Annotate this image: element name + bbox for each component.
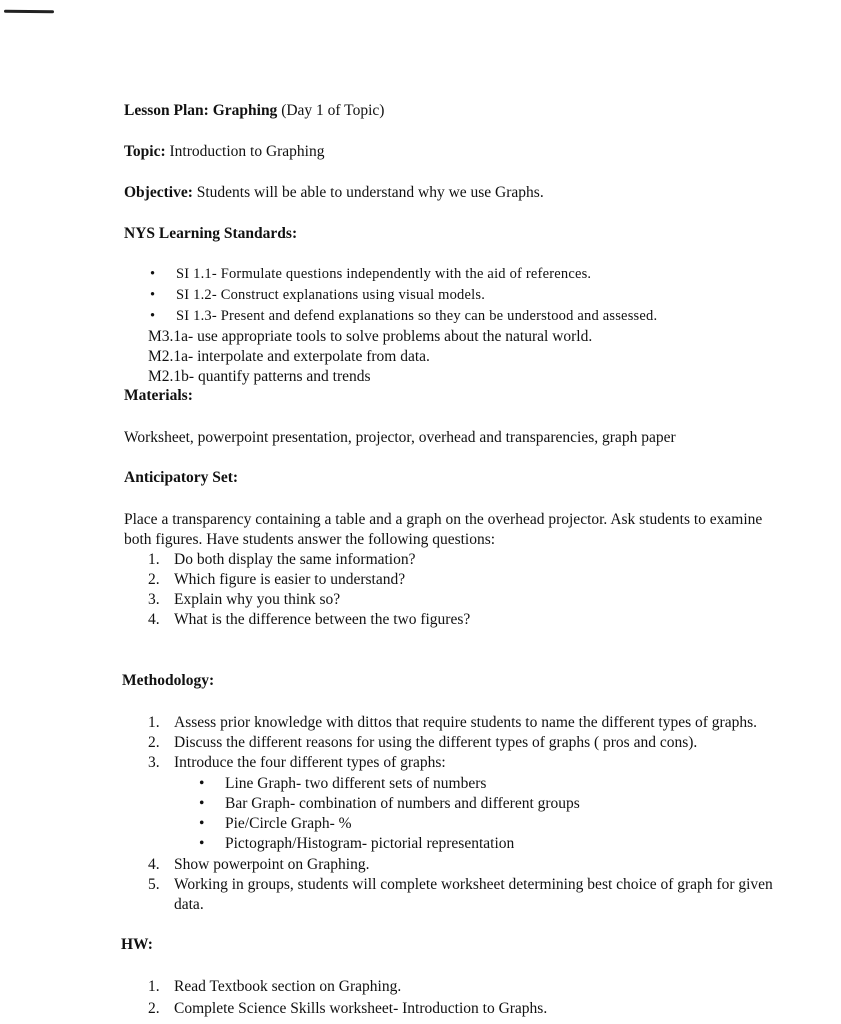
- item-number: 1.: [148, 978, 160, 995]
- hw-heading: [121, 935, 153, 955]
- item-number: 4.: [148, 856, 160, 873]
- standard-bullet-item: [150, 285, 485, 305]
- item-text: Complete Science Skills worksheet- Introduction to Graphs.: [174, 1000, 548, 1017]
- item-text: Discuss the different reasons for using the different types of graphs ( pros and cons).: [174, 734, 698, 751]
- standards-heading: [124, 224, 297, 244]
- bullet-icon: •: [150, 308, 156, 324]
- standard-bullet-item: [150, 264, 591, 284]
- lesson-title-suffix: (Day 1 of Topic): [281, 102, 385, 119]
- graph-type-item: [199, 834, 514, 854]
- item-number: 4.: [148, 611, 160, 628]
- hw-item: [148, 999, 547, 1019]
- standards-heading-text: NYS Learning Standards:: [124, 225, 298, 242]
- question-item: [148, 570, 405, 590]
- materials-heading: [124, 386, 193, 406]
- hw-item: [148, 977, 401, 997]
- standard-code-line: M3.1a- use appropriate tools to solve problems about the natural world.: [148, 328, 593, 345]
- item-text: What is the difference between the two figures?: [174, 611, 471, 628]
- graph-type-item: [199, 794, 580, 814]
- item-text: data.: [174, 896, 204, 913]
- anticipatory-heading: [124, 468, 238, 488]
- standard-text: SI 1.1- Formulate questions independently with the aid of references.: [176, 266, 592, 282]
- item-number: 2.: [148, 1000, 160, 1017]
- item-number: 2.: [148, 734, 160, 751]
- materials-text: Worksheet, powerpoint presentation, projector, overhead and transparencies, graph paper: [124, 429, 676, 446]
- anticipatory-text-line: Place a transparency containing a table and a graph on the overhead projector. Ask students to examine: [124, 511, 763, 528]
- lesson-title-label: Lesson Plan: Graphing: [124, 102, 278, 119]
- objective-label: Objective:: [124, 184, 193, 201]
- graph-type-item: [199, 814, 352, 834]
- lesson-title: [124, 101, 384, 121]
- graph-type-text: Bar Graph- combination of numbers and different groups: [225, 795, 580, 812]
- graph-type-text: Pictograph/Histogram- pictorial representation: [225, 835, 515, 852]
- methodology-heading-text: Methodology:: [122, 672, 215, 689]
- item-number: 3.: [148, 591, 160, 608]
- topic-label: Topic:: [124, 143, 166, 160]
- item-text: Show powerpoint on Graphing.: [174, 856, 370, 873]
- bullet-icon: •: [199, 795, 205, 812]
- materials-heading-text: Materials:: [124, 387, 193, 404]
- question-item: [148, 610, 470, 630]
- question-item: [148, 550, 416, 570]
- item-number: 3.: [148, 754, 160, 771]
- item-text: Working in groups, students will complete worksheet determining best choice of graph for given: [174, 876, 773, 893]
- item-text: Read Textbook section on Graphing.: [174, 978, 402, 995]
- scan-artifact-mark: [4, 10, 54, 14]
- item-number: 5.: [148, 876, 160, 893]
- objective-line: [124, 183, 544, 203]
- question-item: [148, 590, 340, 610]
- standard-code-line: M2.1b- quantify patterns and trends: [148, 368, 371, 385]
- method-step: [148, 713, 757, 733]
- standard-bullet-item: [150, 306, 657, 326]
- standard-text: SI 1.2- Construct explanations using visual models.: [176, 287, 486, 303]
- method-step: [148, 753, 446, 773]
- bullet-icon: •: [150, 287, 156, 303]
- topic-line: [124, 142, 325, 162]
- item-text: Explain why you think so?: [174, 591, 341, 608]
- item-number: 2.: [148, 571, 160, 588]
- graph-type-text: Line Graph- two different sets of numbers: [225, 775, 487, 792]
- bullet-icon: •: [150, 266, 156, 282]
- method-step: [148, 875, 773, 895]
- item-text: Which figure is easier to understand?: [174, 571, 406, 588]
- anticipatory-heading-text: Anticipatory Set:: [124, 469, 239, 486]
- methodology-heading: [122, 671, 214, 691]
- graph-type-item: [199, 774, 486, 794]
- standard-code-line: M2.1a- interpolate and exterpolate from data.: [148, 348, 430, 365]
- item-text: Assess prior knowledge with dittos that require students to name the different types of graphs.: [174, 714, 757, 731]
- item-number: 1.: [148, 714, 160, 731]
- bullet-icon: •: [199, 835, 205, 852]
- graph-type-text: Pie/Circle Graph- %: [225, 815, 352, 832]
- bullet-icon: •: [199, 815, 205, 832]
- item-number: 1.: [148, 551, 160, 568]
- topic-value: Introduction to Graphing: [169, 143, 325, 160]
- item-text: Do both display the same information?: [174, 551, 416, 568]
- bullet-icon: •: [199, 775, 205, 792]
- method-step-continuation: [148, 895, 204, 915]
- objective-value: Students will be able to understand why we use Graphs.: [196, 184, 544, 201]
- method-step: [148, 733, 697, 753]
- method-step: [148, 855, 369, 875]
- item-text: Introduce the four different types of graphs:: [174, 754, 446, 771]
- hw-heading-text: HW:: [121, 936, 153, 953]
- standard-text: SI 1.3- Present and defend explanations so they can be understood and assessed.: [176, 308, 658, 324]
- anticipatory-text-line: both figures. Have students answer the following questions:: [124, 531, 496, 548]
